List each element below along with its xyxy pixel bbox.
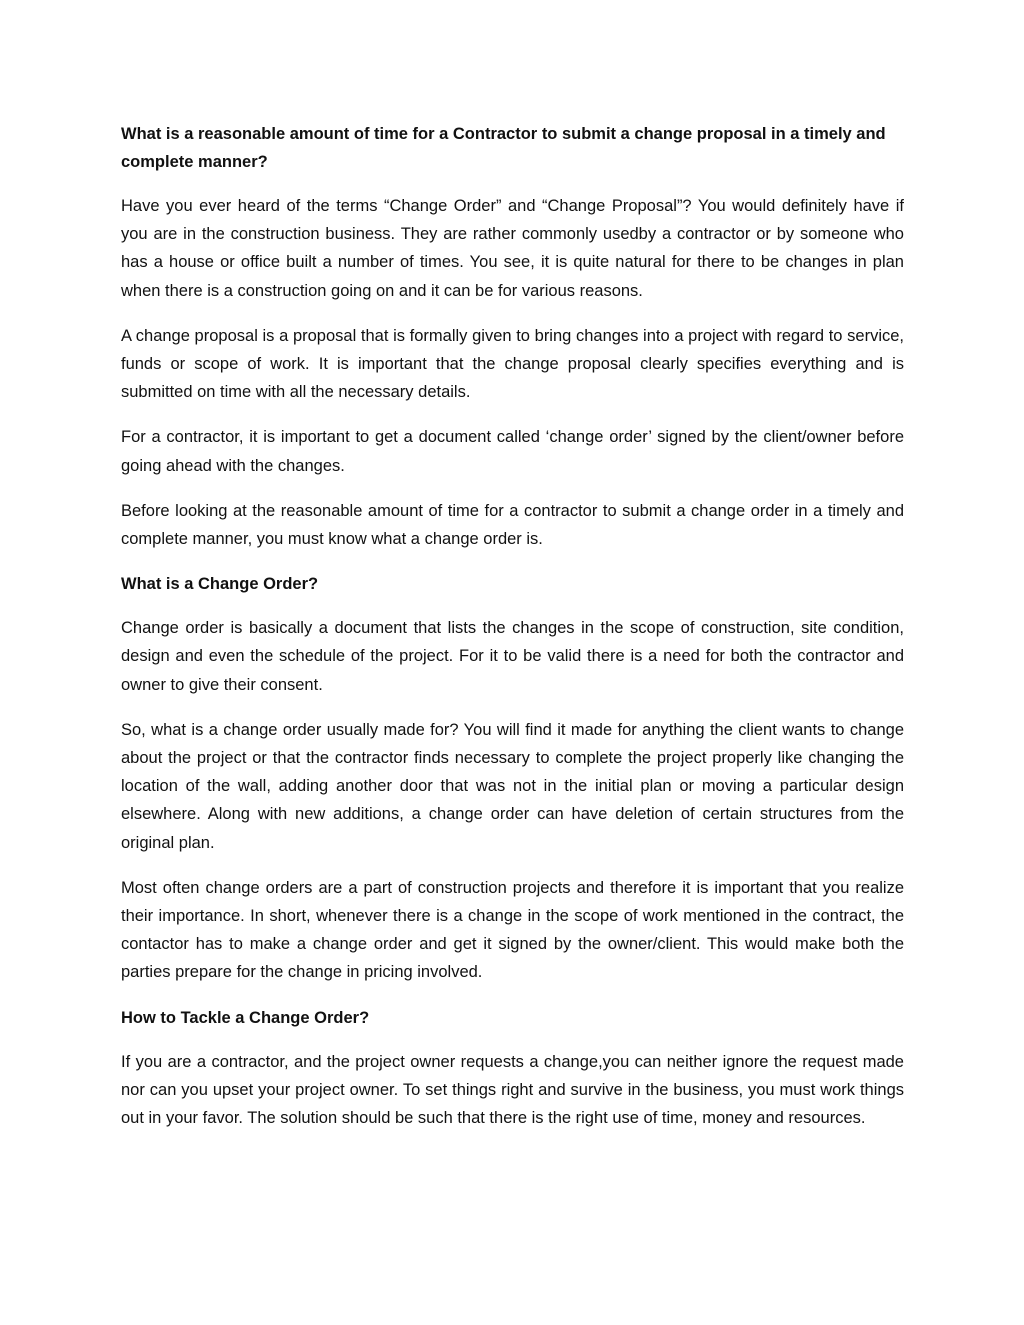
document-page: [121, 120, 904, 1149]
paragraph-change-order-3: Most often change orders are a part of construction projects and therefore it is important that you realize their importance. In short, whenever there is a change in the scope of work mentioned in the contract, the contactor has to make a change order and get it signed by the owner/client. This would make both the parties prepare for the change in pricing involved.: [121, 878, 904, 982]
paragraph-intro-3: For a contractor, it is important to get a document called ‘change order’ signed by the client/owner before going ahead with the changes.: [121, 428, 904, 475]
document-title: What is a reasonable amount of time for a Contractor to submit a change proposal in a timely and complete manner?: [121, 125, 886, 171]
section-heading-tackle: How to Tackle a Change Order?: [121, 1008, 370, 1027]
paragraph-intro-4: Before looking at the reasonable amount of time for a contractor to submit a change order in a timely and complete manner, you must know what a change order is.: [121, 501, 904, 549]
paragraph-change-order-2: So, what is a change order usually made for? You will find it made for anything the client wants to change about the project or that the contractor finds necessary to complete the project properly like changing the location of the wall, adding another door that was not in the initial plan or moving a particular design elsewhere. Along with new additions, a change order can have deletion of certain structures from the original plan.: [121, 720, 904, 852]
paragraph-intro-2: A change proposal is a proposal that is formally given to bring changes into a project with regard to service, funds or scope of work. It is important that the change proposal clearly specifies everything and is submitted on time with all the necessary details.: [121, 326, 904, 402]
section-heading-change-order: What is a Change Order?: [121, 575, 319, 594]
paragraph-tackle-1: If you are a contractor, and the project owner requests a change,you can neither ignore the request made nor can you upset your project owner. To set things right and survive in the business, you must work things out in your favor. The solution should be such that there is the right use of time, money and resources.: [121, 1052, 904, 1128]
paragraph-change-order-1: Change order is basically a document that lists the changes in the scope of construction, site condition, design and even the schedule of the project. For it to be valid there is a need for both the contractor and owner to give their consent.: [121, 619, 904, 694]
paragraph-intro-1: Have you ever heard of the terms “Change Order” and “Change Proposal”? You would definitely have if you are in the construction business. They are rather commonly usedby a contractor or by someone who has a house or office built a number of times. You see, it is quite natural for there to be changes in plan when there is a construction going on and it can be for various reasons.: [121, 197, 904, 300]
